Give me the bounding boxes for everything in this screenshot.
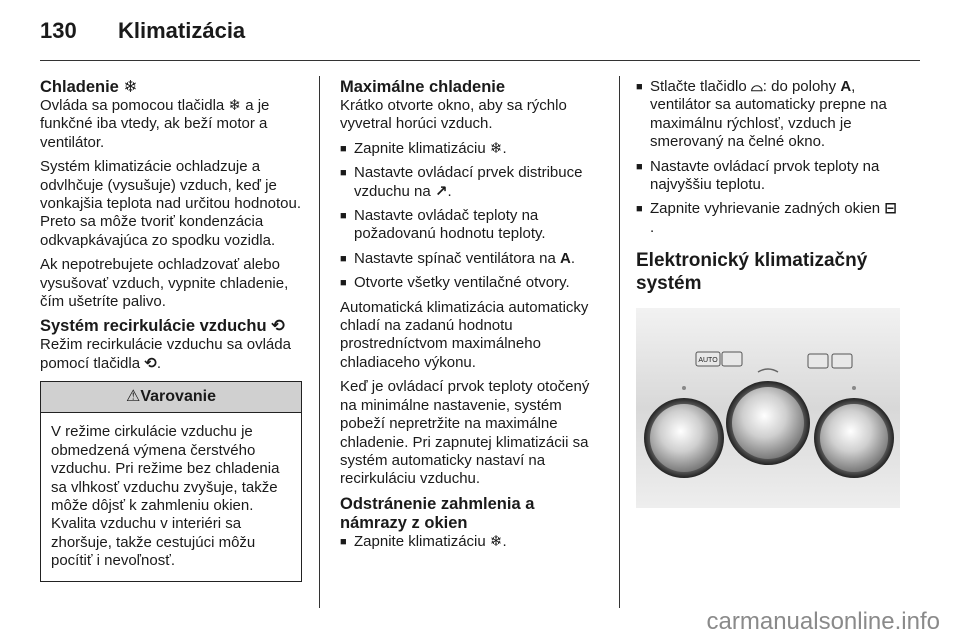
column-1	[40, 78, 302, 582]
warning-box	[40, 381, 302, 581]
paragraph: Ovláda sa pomocou tlačidla ❄ a je funkčné iba vtedy, ak beží motor a ventilátor.	[40, 97, 270, 151]
paragraph: Ak nepotrebujete ochladzovať alebo vysušovať vzduch, vypnite chladenie, čím ušetríte palivo.	[40, 256, 289, 311]
section-heading-max-cooling: Maximálne chladenie	[340, 78, 506, 96]
windshield-defrost-icon: ⌓	[750, 78, 763, 95]
snowflake-icon: ❄	[228, 97, 242, 114]
paragraph: Režim recirkulácie vzduchu sa ovláda pomocí tlačidla ⟲.	[40, 336, 291, 372]
recirculation-icon: ⟲	[144, 354, 157, 372]
bullet-list	[340, 140, 602, 293]
snowflake-icon: ❄	[123, 78, 138, 96]
paragraph: Automatická klimatizácia automaticky chladí na zadanú hodnotu prostredníctvom maximálneho chladiaceho výkonu.	[340, 298, 589, 371]
snowflake-icon: ❄	[489, 139, 503, 157]
climate-control-panel-image	[636, 308, 900, 508]
list-item: ■ Stlačte tlačidlo ⌓: do polohy A, ventilátor sa automaticky prepne na maximálnu rýchlosť, vzduch je smerovaný na čelné okno.	[636, 78, 900, 152]
section-heading-cooling: Chladenie ❄	[40, 78, 138, 96]
warning-text: V režime cirkulácie vzduchu je obmedzená výmena čerstvého vzduchu. Pri režime bez chladenia sa vlhkosť vzduchu zvyšuje, takže môže dôjsť k zahmleniu okien. Kvalita vzduchu v interiéri sa zhoršuje, takže cestujúci môžu pocítiť i nevoľnosť.	[51, 423, 280, 570]
section-heading-recirculation: Systém recirkulácie vzduchu ⟲	[40, 317, 285, 336]
column-divider	[619, 76, 620, 608]
column-divider	[319, 76, 320, 608]
page-title: Klimatizácia	[118, 18, 246, 43]
bullet-list	[340, 533, 602, 551]
recirculation-icon: ⟲	[271, 317, 285, 336]
bullet-list	[636, 78, 900, 237]
list-item: ■ Zapnite klimatizáciu ❄.	[340, 140, 602, 158]
paragraph: Keď je ovládací prvok teploty otočený na minimálne nastavenie, systém pobeží nepretržite na maximálne chladenie. Pri zapnutej klimatizácii sa systém automaticky nastaví na recirkuláciu vzduchu.	[340, 378, 590, 488]
watermark: carmanualsonline.info	[706, 608, 940, 635]
page-number: 130	[40, 18, 77, 43]
column-3	[636, 78, 900, 364]
list-item: ■ Nastavte spínač ventilátora na A.	[340, 250, 602, 268]
warning-header: ⚠Varovanie	[41, 382, 301, 413]
list-item: ■ Nastavte ovládač teploty na požadovanú hodnotu teploty.	[340, 207, 602, 244]
auto-button-label: AUTO	[698, 357, 718, 364]
column-2	[340, 78, 602, 557]
paragraph: Krátko otvorte okno, aby sa rýchlo vyvetral horúci vzduch.	[340, 97, 567, 133]
list-item: ■ Nastavte ovládací prvok teploty na najvyššiu teplotu.	[636, 158, 900, 195]
section-heading-ecc: Elektronický klimatizačný systém	[636, 250, 868, 295]
snowflake-icon: ❄	[489, 532, 503, 550]
list-item: ■ Nastavte ovládací prvek distribuce vzduchu na ↗.	[340, 164, 602, 201]
header-divider	[40, 60, 920, 61]
list-item: ■ Zapnite vyhrievanie zadných okien ⊟.	[636, 200, 900, 237]
section-heading-defog: Odstránenie zahmlenia a námrazy z okien	[340, 494, 535, 532]
list-item: ■ Zapnite klimatizáciu ❄.	[340, 533, 602, 551]
paragraph: Systém klimatizácie ochladzuje a odvlhčuje (vysušuje) vzduch, keď je vonkajšia teplota nad určitou hodnotou. Preto sa môže tvoriť kondenzácia odkvapkávajúca zo spodku vozidla.	[40, 158, 302, 249]
list-item: ■ Otvorte všetky ventilačné otvory.	[340, 274, 602, 292]
warning-icon: ⚠	[126, 388, 141, 406]
page-header	[40, 18, 920, 58]
air-distribution-icon: ↗	[434, 182, 448, 200]
rear-window-heating-icon: ⊟	[884, 200, 897, 218]
